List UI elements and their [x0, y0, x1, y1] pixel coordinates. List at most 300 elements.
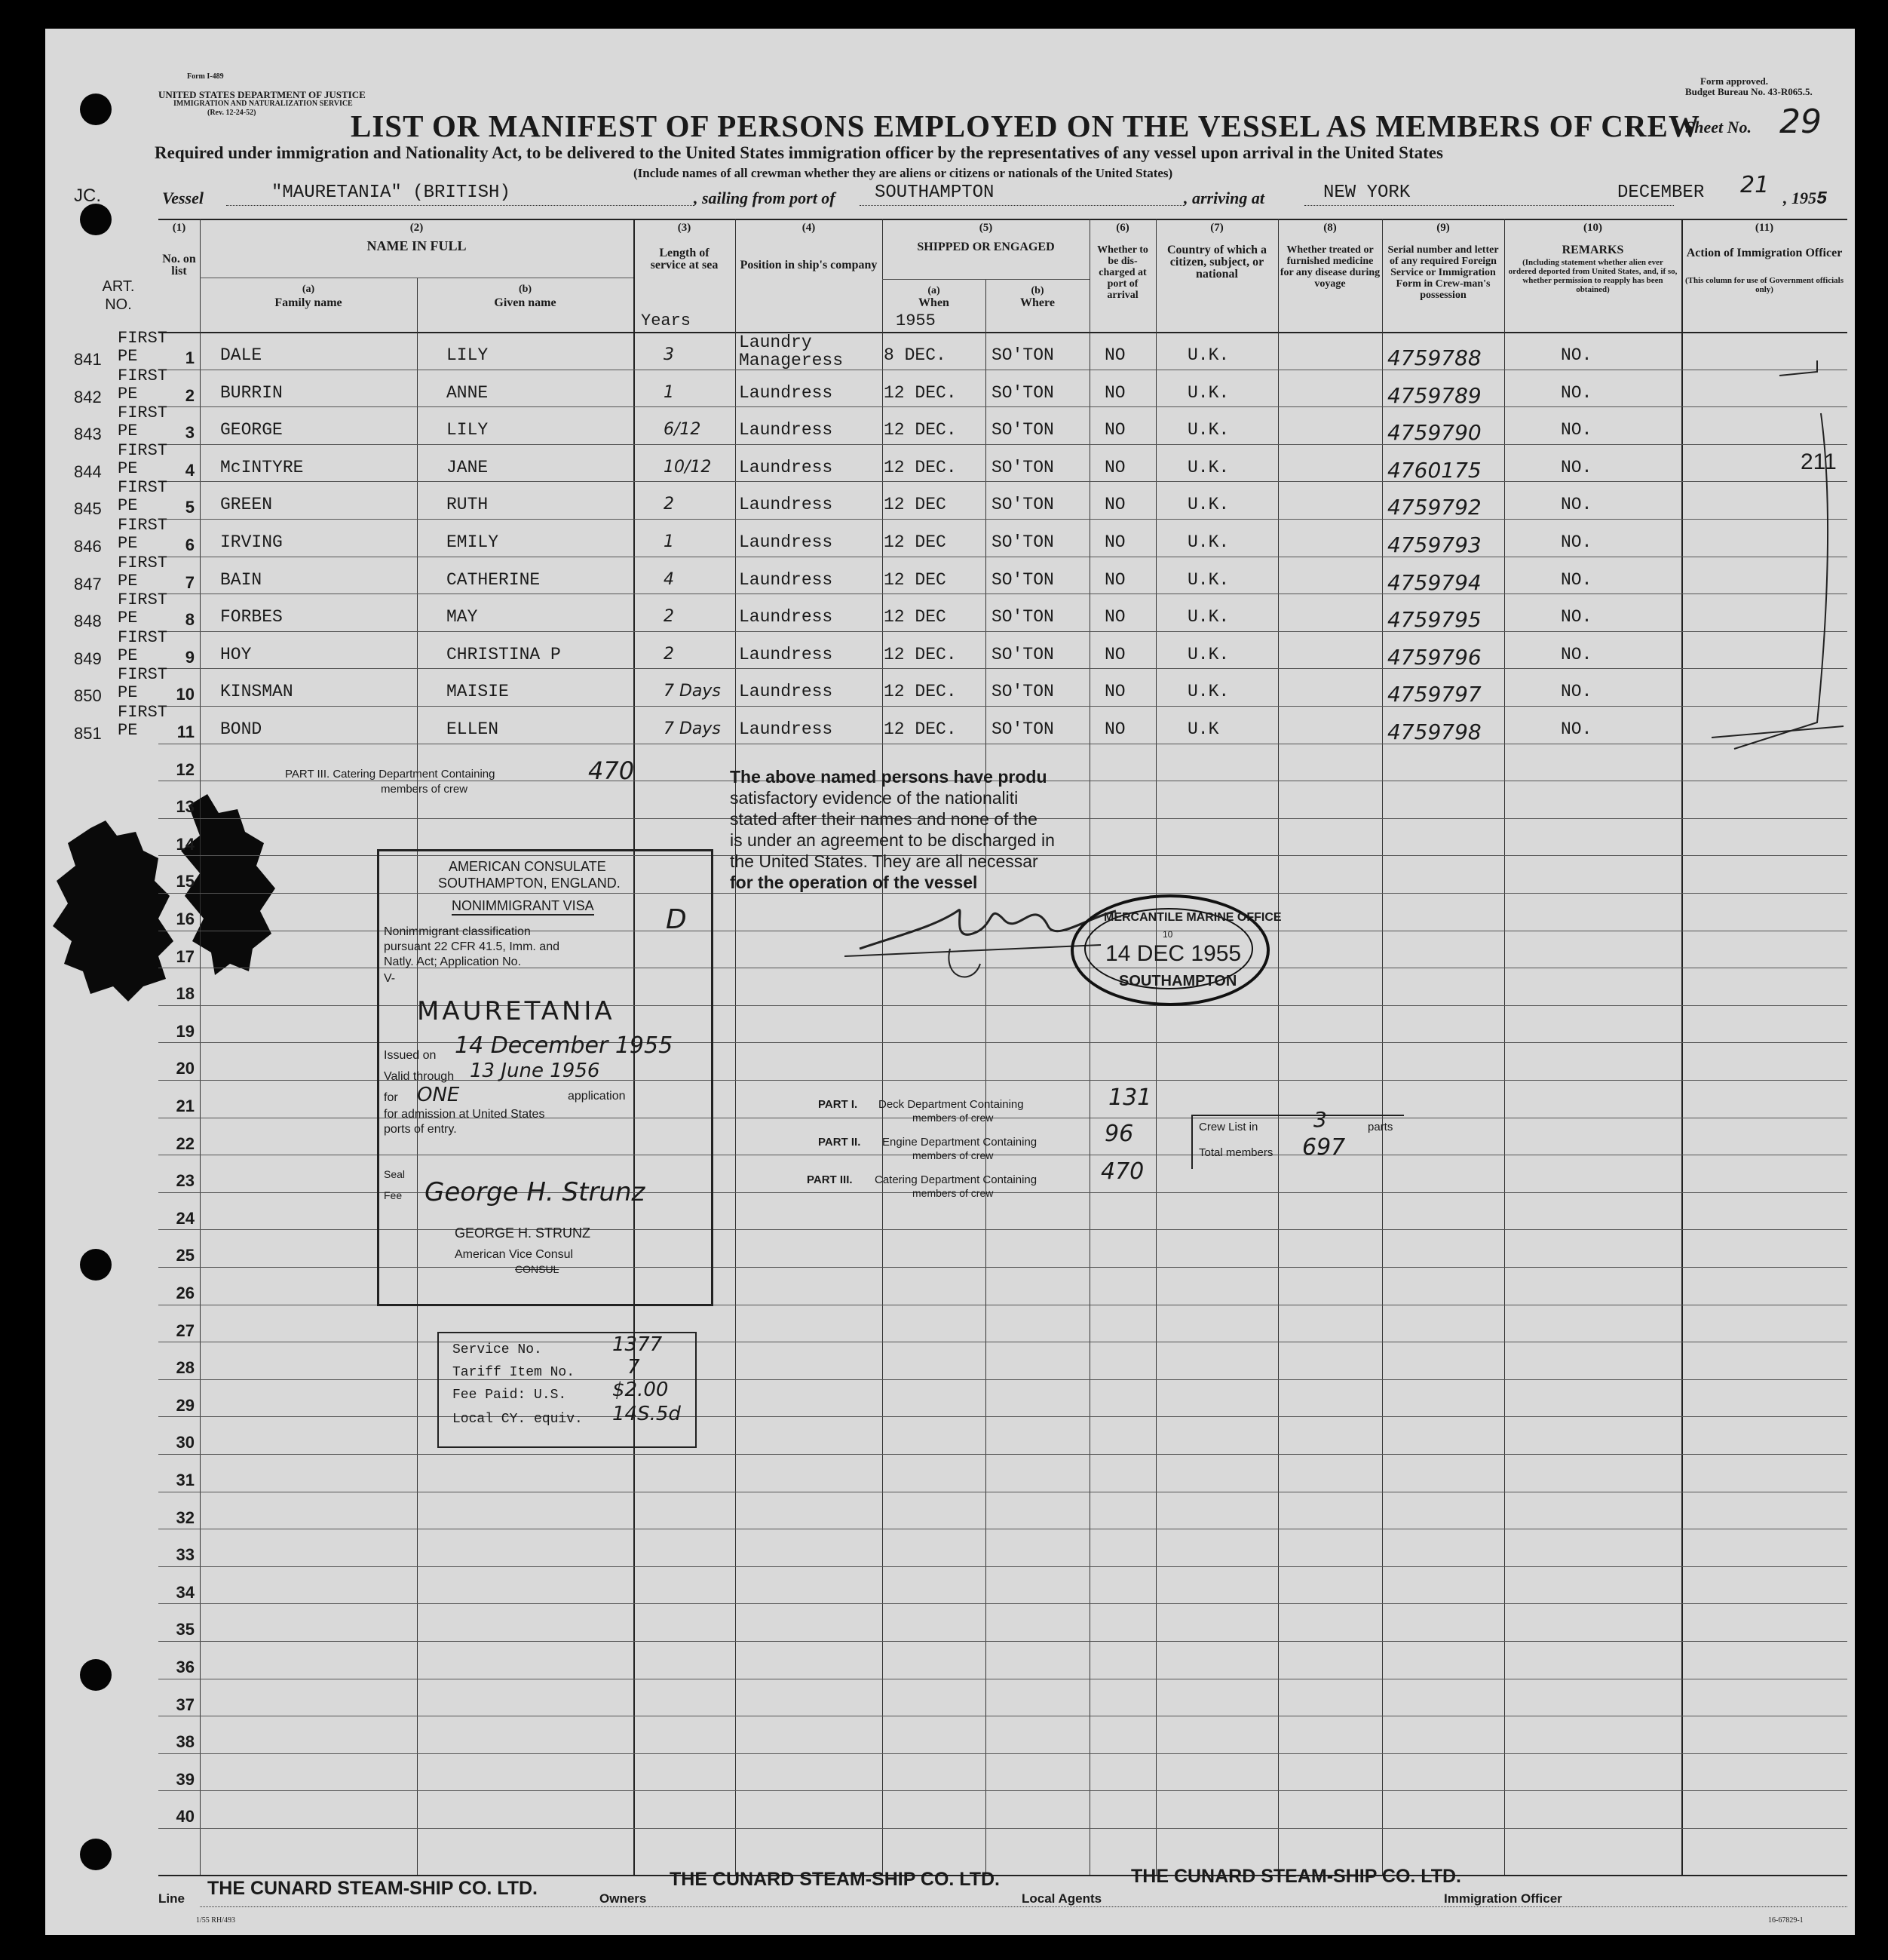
part-ii-text: Engine Department Containing — [882, 1136, 1037, 1149]
part-i-text: Deck Department Containing — [878, 1098, 1024, 1111]
cell-discharged: NO — [1105, 719, 1126, 739]
cell-country: U.K. — [1188, 682, 1230, 701]
art-number: 851 — [74, 724, 102, 743]
cell-when: 12 DEC — [884, 532, 946, 552]
cell-given: CHRISTINA P — [446, 645, 561, 664]
cell-given: EMILY — [446, 532, 499, 552]
row-rule — [158, 481, 1847, 482]
cell-given: JANE — [446, 458, 489, 477]
art-number: 848 — [74, 612, 102, 630]
cell-length: 2 — [664, 495, 674, 514]
row-rule — [158, 1828, 1847, 1829]
colnum-6: (6) — [1116, 222, 1129, 234]
row-number: 33 — [176, 1545, 195, 1564]
part-iii-label: PART III. — [807, 1173, 853, 1186]
visa-signature: George H. Strunz — [424, 1177, 645, 1207]
row-number: 3 — [185, 423, 195, 442]
cell-country: U.K — [1188, 719, 1219, 739]
col-where-sub: (b) — [1031, 285, 1044, 296]
crew-list-value: 3 — [1313, 1107, 1327, 1132]
part-ii-label: PART II. — [818, 1136, 861, 1149]
cell-where: SO'TON — [992, 719, 1054, 739]
jc-mark: JC. — [74, 186, 101, 206]
row-number: 6 — [185, 535, 195, 554]
part-i-members: members of crew — [912, 1112, 994, 1124]
visa-pursuant: pursuant 22 CFR 41.5, Imm. and — [384, 940, 559, 953]
required-statement: Required under immigration and Nationality Act, to be delivered to the United States immigration officer by the representatives of any vessel upon arrival in the United States — [155, 143, 1443, 162]
row-number: 27 — [176, 1321, 195, 1340]
row-category: FIRST — [118, 367, 168, 385]
visa-seal: Seal — [384, 1168, 406, 1180]
art-number: 844 — [74, 462, 102, 481]
col-remarks-sub: (Including statement whether alien ever ordered deported from United States, and, if so, whether permission to reapply has been obtained) — [1508, 258, 1678, 294]
cell-position: Laundry Manageress — [739, 333, 844, 370]
row-category: FIRST — [118, 329, 168, 348]
cell-country: U.K. — [1188, 645, 1230, 664]
cell-family: BOND — [220, 719, 262, 739]
declaration-line: stated after their names and none of the — [730, 809, 1037, 829]
row-rule — [158, 631, 1847, 632]
budget-bureau: Budget Bureau No. 43-R065.5. — [1685, 86, 1813, 97]
cell-remarks: NO. — [1561, 458, 1592, 477]
row-number: 36 — [176, 1658, 195, 1676]
cell-position: Laundress — [739, 607, 833, 627]
row-number: 12 — [176, 760, 195, 779]
cell-length: 1 — [664, 532, 674, 551]
row-number: 38 — [176, 1732, 195, 1751]
row-number: 17 — [176, 947, 195, 966]
part-i-label: PART I. — [818, 1098, 858, 1111]
cell-where: SO'TON — [992, 570, 1054, 590]
row-number: 5 — [185, 498, 195, 517]
cell-remarks: NO. — [1561, 645, 1592, 664]
row-category: FIRST — [118, 516, 168, 535]
cell-remarks: NO. — [1561, 570, 1592, 590]
row-number: 34 — [176, 1583, 195, 1602]
cell-family: KINSMAN — [220, 682, 293, 701]
cell-when: 12 DEC — [884, 495, 946, 514]
stamp-top: MERCANTILE MARINE OFFICE — [1104, 911, 1282, 924]
cell-serial: 4759793 — [1387, 532, 1482, 557]
cell-given: MAY — [446, 607, 478, 627]
col-position: Position in ship's company — [740, 259, 878, 271]
row-number: 10 — [176, 685, 195, 704]
cell-family: HOY — [220, 645, 252, 664]
visa-class-mark: D — [666, 904, 687, 935]
row-rule — [158, 668, 1847, 669]
sheet-label: Sheet No. — [1685, 118, 1752, 136]
cell-when: 12 DEC. — [884, 645, 957, 664]
art-number: 845 — [74, 499, 102, 518]
declaration-line: for the operation of the vessel — [730, 873, 978, 892]
cell-serial: 4759796 — [1387, 645, 1482, 670]
row-category: FIRST — [118, 441, 168, 460]
punch-hole — [80, 94, 112, 125]
cell-where: SO'TON — [992, 495, 1054, 514]
cell-remarks: NO. — [1561, 607, 1592, 627]
visa-line2: SOUTHAMPTON, ENGLAND. — [438, 876, 621, 891]
col-treated: Whether treated or furnished medicine for any disease during voyage — [1280, 244, 1381, 290]
row-rule — [158, 1641, 1847, 1642]
cell-when: 12 DEC. — [884, 719, 957, 739]
row-number: 7 — [185, 573, 195, 592]
cell-serial: 4759789 — [1387, 383, 1482, 408]
cell-where: SO'TON — [992, 383, 1054, 403]
cell-family: BAIN — [220, 570, 262, 590]
visa-issued: 14 December 1955 — [455, 1032, 673, 1059]
visa-title: American Vice Consul — [455, 1248, 574, 1261]
art-number: 842 — [74, 388, 102, 406]
row-number: 15 — [176, 872, 195, 891]
col-family-sub: (a) — [302, 284, 315, 295]
cell-given: ELLEN — [446, 719, 499, 739]
row-number: 1 — [185, 348, 195, 367]
row-category: FIRST — [118, 628, 168, 647]
cell-discharged: NO — [1105, 645, 1126, 664]
department: UNITED STATES DEPARTMENT OF JUSTICE — [158, 89, 366, 100]
row-number: 22 — [176, 1134, 195, 1153]
cell-position: Laundress — [739, 383, 833, 403]
art-number: 841 — [74, 350, 102, 369]
page-title: LIST OR MANIFEST OF PERSONS EMPLOYED ON THE VESSEL AS MEMBERS OF CREW — [351, 109, 1700, 143]
cell-position: Laundress — [739, 570, 833, 590]
stamp-date: 14 DEC 1955 — [1105, 941, 1242, 966]
part-iii-members: members of crew — [912, 1187, 994, 1199]
form-approved: Form approved. — [1700, 75, 1769, 87]
cell-when: 12 DEC. — [884, 682, 957, 701]
cell-given: LILY — [446, 420, 489, 440]
fee-paid: Fee Paid: U.S. — [452, 1388, 567, 1403]
cell-where: SO'TON — [992, 607, 1054, 627]
cell-remarks: NO. — [1561, 420, 1592, 440]
cell-discharged: NO — [1105, 420, 1126, 440]
row-pe: PE — [118, 572, 138, 590]
col-name-in-full: NAME IN FULL — [366, 238, 467, 253]
row-pe: PE — [118, 609, 138, 627]
row-number: 35 — [176, 1620, 195, 1639]
cell-position: Laundress — [739, 495, 833, 514]
colnum-11: (11) — [1755, 222, 1774, 234]
action-bracket — [1689, 345, 1855, 768]
cell-given: LILY — [446, 345, 489, 365]
cell-country: U.K. — [1188, 495, 1230, 514]
visa-for-label: for — [384, 1091, 398, 1104]
visa-valid-label: Valid through — [384, 1070, 455, 1083]
cell-discharged: NO — [1105, 570, 1126, 590]
col-when: When — [918, 296, 949, 309]
colnum-8: (8) — [1323, 222, 1337, 234]
cell-discharged: NO — [1105, 607, 1126, 627]
punch-hole — [80, 204, 112, 235]
punch-hole — [80, 1249, 112, 1281]
fee-service-val: 1377 — [612, 1333, 663, 1356]
row-pe: PE — [118, 721, 138, 740]
row-rule — [158, 519, 1847, 520]
cell-position: Laundress — [739, 458, 833, 477]
cell-when: 12 DEC. — [884, 420, 957, 440]
cell-family: BURRIN — [220, 383, 283, 403]
footer-line-label: Line — [158, 1891, 185, 1906]
row-rule — [158, 1753, 1847, 1754]
cell-remarks: NO. — [1561, 495, 1592, 514]
declaration-line: satisfactory evidence of the nationaliti — [730, 788, 1019, 808]
footer-agents-value: THE CUNARD STEAM-SHIP CO. LTD. — [1131, 1866, 1461, 1887]
cell-serial: 4759792 — [1387, 495, 1482, 520]
row-number: 14 — [176, 835, 195, 854]
port-from: SOUTHAMPTON — [875, 183, 995, 203]
cell-remarks: NO. — [1561, 383, 1592, 403]
fee-paid-val: $2.00 — [612, 1379, 669, 1401]
visa-classification: Nonimmigrant classification — [384, 925, 531, 938]
cell-where: SO'TON — [992, 420, 1054, 440]
cell-serial: 4759797 — [1387, 682, 1482, 707]
row-rule — [158, 444, 1847, 445]
arrival-year: , 1955 — [1783, 189, 1828, 210]
row-number: 11 — [176, 722, 195, 741]
fee-tariff-val: 7 — [627, 1356, 640, 1379]
cell-serial: 4759794 — [1387, 570, 1482, 595]
port-to: NEW YORK — [1323, 183, 1411, 203]
mercantile-marine-stamp — [1071, 894, 1282, 1006]
cell-discharged: NO — [1105, 682, 1126, 701]
row-rule — [158, 1416, 1847, 1417]
cell-discharged: NO — [1105, 532, 1126, 552]
art-number: 849 — [74, 649, 102, 668]
cell-position: Laundress — [739, 420, 833, 440]
art-no-label: ART. NO. — [102, 278, 135, 313]
visa-vessel: MAURETANIA — [417, 996, 615, 1026]
cell-country: U.K. — [1188, 420, 1230, 440]
row-number: 23 — [176, 1171, 195, 1190]
cell-serial: 4760175 — [1387, 458, 1482, 483]
visa-valid: 13 June 1956 — [470, 1060, 600, 1082]
crew-total-box — [1191, 1107, 1404, 1169]
cell-length: 2 — [664, 607, 674, 626]
art-number: 850 — [74, 686, 102, 705]
colnum-2: (2) — [409, 222, 424, 234]
row-number: 21 — [176, 1097, 195, 1115]
manifest-sheet — [45, 29, 1855, 1935]
cell-position: Laundress — [739, 682, 833, 701]
col-when-sub: (a) — [927, 285, 940, 296]
cell-length: 6/12 — [664, 420, 701, 439]
visa-application: application — [568, 1090, 626, 1103]
total-members-value: 697 — [1302, 1134, 1346, 1161]
row-number: 24 — [176, 1209, 195, 1228]
col-family-name: Family name — [274, 296, 342, 309]
row-rule — [158, 406, 1847, 407]
row-rule — [158, 1790, 1847, 1791]
row-pe: PE — [118, 422, 138, 440]
cell-country: U.K. — [1188, 532, 1230, 552]
colnum-9: (9) — [1436, 222, 1450, 234]
sheet-number: 29 — [1779, 103, 1822, 141]
col-where: Where — [1020, 296, 1055, 309]
cell-when: 12 DEC — [884, 570, 946, 590]
colnum-1: (1) — [172, 222, 186, 234]
cell-when: 12 DEC. — [884, 383, 957, 403]
visa-act: Natly. Act; Application No. — [384, 955, 522, 968]
cell-length: 7 Days — [664, 682, 721, 701]
col-serial: Serial number and letter of any required Foreign Service or Immigration Form in Crew-man's possession — [1387, 244, 1499, 301]
row-number: 32 — [176, 1508, 195, 1527]
punch-hole — [80, 1659, 112, 1691]
col-discharged: Whether to be dis-charged at port of arrival — [1097, 244, 1148, 301]
row-number: 30 — [176, 1433, 195, 1452]
fee-local: Local CY. equiv. — [452, 1412, 583, 1427]
form-number: Form I-489 — [187, 72, 224, 81]
row-number: 37 — [176, 1695, 195, 1714]
colnum-3: (3) — [677, 222, 691, 234]
col-country: Country of which a citizen, subject, or national — [1166, 244, 1267, 281]
cell-remarks: NO. — [1561, 532, 1592, 552]
cell-family: GREEN — [220, 495, 273, 514]
cell-where: SO'TON — [992, 458, 1054, 477]
year-1955-label: 1955 — [896, 311, 936, 330]
row-category: FIRST — [118, 590, 168, 609]
punch-hole — [80, 1839, 112, 1870]
part-iii-note-sub: members of crew — [381, 783, 468, 796]
visa-ports: ports of entry. — [384, 1123, 457, 1136]
cell-family: FORBES — [220, 607, 283, 627]
crew-list-label: Crew List in — [1199, 1121, 1258, 1133]
cell-position: Laundress — [739, 719, 833, 739]
visa-admission: for admission at United States — [384, 1108, 545, 1121]
fee-tariff: Tariff Item No. — [452, 1365, 575, 1380]
cell-given: RUTH — [446, 495, 489, 514]
row-number: 13 — [176, 797, 195, 816]
cell-where: SO'TON — [992, 682, 1054, 701]
row-pe: PE — [118, 534, 138, 553]
service: IMMIGRATION AND NATURALIZATION SERVICE — [173, 100, 353, 108]
fee-service: Service No. — [452, 1342, 542, 1357]
visa-fee: Fee — [384, 1189, 403, 1201]
row-pe: PE — [118, 459, 138, 478]
row-pe: PE — [118, 385, 138, 403]
visa-issued-label: Issued on — [384, 1049, 437, 1062]
cell-when: 12 DEC — [884, 607, 946, 627]
cell-where: SO'TON — [992, 345, 1054, 365]
visa-v: V- — [384, 972, 396, 985]
cell-remarks: NO. — [1561, 345, 1592, 365]
visa-line1: AMERICAN CONSULATE — [449, 859, 606, 874]
cell-serial: 4759788 — [1387, 345, 1482, 370]
cell-length: 2 — [664, 645, 674, 664]
row-category: FIRST — [118, 478, 168, 497]
row-number: 31 — [176, 1471, 195, 1489]
cell-position: Laundress — [739, 645, 833, 664]
row-rule — [158, 1566, 1847, 1567]
art-number: 846 — [74, 537, 102, 556]
row-number: 28 — [176, 1358, 195, 1377]
cell-country: U.K. — [1188, 458, 1230, 477]
footer-owners-value: THE CUNARD STEAM-SHIP CO. LTD. — [670, 1869, 1000, 1890]
visa-for-value: ONE — [417, 1084, 460, 1106]
action-note: 211 — [1801, 449, 1837, 474]
row-category: FIRST — [118, 554, 168, 572]
row-category: FIRST — [118, 403, 168, 422]
colnum-5: (5) — [979, 222, 993, 234]
cell-length: 1 — [664, 383, 674, 402]
fee-stamp — [437, 1332, 697, 1448]
cell-position: Laundress — [739, 532, 833, 552]
cell-discharged: NO — [1105, 383, 1126, 403]
part-iii-note-value: 470 — [588, 756, 635, 785]
cell-length: 3 — [664, 345, 674, 364]
total-members-label: Total members — [1199, 1146, 1273, 1159]
cell-length: 10/12 — [664, 458, 712, 477]
row-number: 40 — [176, 1807, 195, 1826]
art-number: 847 — [74, 575, 102, 594]
arrival-month: DECEMBER — [1617, 183, 1705, 203]
row-number: 39 — [176, 1770, 195, 1789]
row-number: 2 — [185, 386, 195, 405]
sailing-label: , sailing from port of — [694, 189, 835, 207]
col-action: Action of Immigration Officer — [1686, 247, 1843, 259]
footer-print-code: 1/55 RH/493 — [196, 1916, 235, 1925]
visa-stamp — [377, 849, 713, 1306]
col-shipped: SHIPPED OR ENGAGED — [917, 241, 1055, 253]
cell-given: CATHERINE — [446, 570, 541, 590]
row-number: 29 — [176, 1396, 195, 1415]
declaration — [730, 766, 1197, 893]
colnum-10: (10) — [1583, 222, 1602, 234]
colnum-7: (7) — [1210, 222, 1224, 234]
row-number: 20 — [176, 1059, 195, 1078]
declaration-line: is under an agreement to be discharged in — [730, 830, 1055, 850]
cell-length: 7 Days — [664, 719, 721, 738]
fee-local-val: 14S.5d — [612, 1403, 681, 1425]
col-given-sub: (b) — [518, 284, 532, 295]
cell-country: U.K. — [1188, 607, 1230, 627]
row-pe: PE — [118, 646, 138, 665]
footer-agents-label: Local Agents — [1022, 1891, 1102, 1906]
stamp-bottom: SOUTHAMPTON — [1119, 973, 1237, 989]
part-i-value: 131 — [1108, 1084, 1152, 1111]
art-number: 843 — [74, 425, 102, 443]
vessel-label: Vessel — [162, 189, 204, 207]
cell-discharged: NO — [1105, 495, 1126, 514]
cell-remarks: NO. — [1561, 682, 1592, 701]
cell-family: GEORGE — [220, 420, 283, 440]
row-number: 18 — [176, 984, 195, 1003]
stamp-to: 10 — [1163, 929, 1173, 940]
cell-where: SO'TON — [992, 645, 1054, 664]
cell-when: 12 DEC. — [884, 458, 957, 477]
cell-remarks: NO. — [1561, 719, 1592, 739]
row-number: 4 — [185, 461, 195, 480]
row-rule — [158, 1454, 1847, 1455]
footer-owners-label: Owners — [599, 1891, 647, 1906]
years-label: Years — [641, 311, 691, 330]
colnum-4: (4) — [801, 222, 816, 234]
part-iii-text: Catering Department Containing — [875, 1173, 1037, 1186]
cell-country: U.K. — [1188, 570, 1230, 590]
cell-serial: 4759795 — [1387, 607, 1482, 632]
row-pe: PE — [118, 496, 138, 515]
cell-family: DALE — [220, 345, 262, 365]
part-ii-value: 96 — [1105, 1121, 1134, 1147]
arrival-day: 21 — [1740, 172, 1770, 198]
include-note: (Include names of all crewman whether they are aliens or citizens or nationals of the United States) — [633, 166, 1173, 180]
parts-word: parts — [1368, 1121, 1393, 1133]
cell-given: MAISIE — [446, 682, 509, 701]
visa-line3: NONIMMIGRANT VISA — [452, 898, 594, 916]
visa-consul: CONSUL — [515, 1263, 559, 1275]
declaration-line: the United States. They are all necessar — [730, 851, 1038, 871]
row-number: 25 — [176, 1246, 195, 1265]
row-rule — [158, 1603, 1847, 1604]
